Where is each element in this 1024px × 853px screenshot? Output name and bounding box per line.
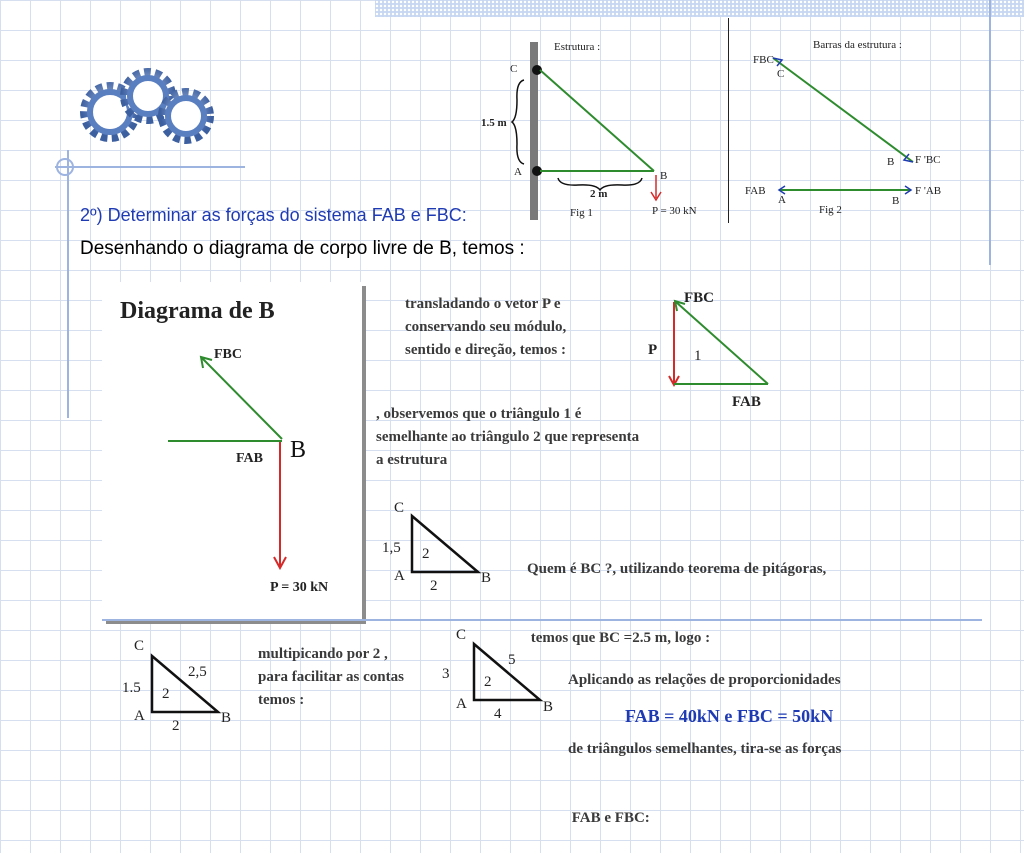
triangle4-b: B [543,699,554,715]
note-proportion-line: FAB e FBC: [568,810,650,826]
note-proportion-line: de triângulos semelhantes, tira-se as forças [568,741,842,757]
left-decorative-line [67,150,69,418]
fig1-label-a: A [514,166,522,178]
note-pythagoras-line: Quem é BC ?, utilizando teorema de pitágoras, [527,561,827,577]
fig1-label-c: C [510,63,518,75]
note-observe [376,403,639,472]
fig2-label-a: A [778,194,786,206]
note-multiply-line: para facilitar as contas [258,669,404,685]
fig-separator [728,18,729,223]
top-decorative-band [375,0,1024,17]
header-underline [55,166,245,168]
subtitle: Desenhando o diagrama de corpo livre de B, temos : [80,238,525,259]
fig1-height-label: 1.5 m [481,117,507,129]
fig1-title: Estrutura : [554,41,601,53]
scaled-triangle-4 [438,620,568,730]
fig2-fab-prime: F 'AB [915,185,942,197]
triangle4-base: 4 [494,706,502,722]
fig2-label-b1: B [887,156,895,168]
note-pythagoras-line: temos que BC =2.5 m, logo : [527,630,711,646]
bar-bc-force [773,58,913,162]
item-text: Determinar as forças do sistema FAB e FBC: [107,205,467,225]
fig1-load: P = 30 kN [652,205,697,217]
item-prefix: 2º) [80,205,108,225]
triangle4-side: 3 [442,666,450,682]
note-observe-line: , observemos que o triângulo 1 é [376,406,582,422]
item-heading [80,205,467,226]
diagram-b-point: B [290,437,307,463]
fig2-title: Barras da estrutura : [813,39,902,51]
fig1-caption: Fig 1 [570,207,593,219]
triangle1-fbc: FBC [684,290,714,306]
bar-bc [540,70,654,171]
note-observe-line: a estrutura [376,452,448,468]
triangle3-b: B [221,710,232,726]
note-translate-line: transladando o vetor P e [405,296,561,312]
triangle2-c: C [394,500,405,516]
triangle2-side: 1,5 [382,540,401,556]
note-proportion [568,623,841,853]
triangle4-hyp: 5 [508,652,516,668]
triangle1-p: P [648,342,658,358]
note-proportion-line: Aplicando as relações de proporcionidades [568,672,841,688]
triangle2-number: 2 [422,546,430,562]
triangle1-fbc-side [676,302,768,384]
triangle2-base: 2 [430,578,438,594]
fig2-fab: FAB [745,185,766,197]
note-multiply-line: multipicando por 2 , [258,646,388,662]
result-text: FAB = 40kN e FBC = 50kN [625,706,834,726]
note-translate-line: sentido e direção, temos : [405,342,566,358]
force-triangle-1 [640,284,780,412]
diagram-b-fbc: FBC [214,347,242,362]
triangle3-base: 2 [172,718,180,734]
fbc-vector [202,358,282,439]
triangle2-b: B [481,570,492,586]
diagram-b [102,282,364,622]
note-translate [405,293,566,362]
triangle3-a: A [134,708,145,724]
triangle4-a: A [456,696,467,712]
triangle3-side: 1.5 [122,680,141,696]
triangle3-number: 2 [162,686,170,702]
scaled-triangle-3 [118,630,248,738]
diagram-b-title: Diagrama de B [120,298,275,324]
diagram-b-fab: FAB [236,451,263,466]
triangle3-c: C [134,638,145,654]
note-multiply-line: temos : [258,692,305,708]
triangle4-number: 2 [484,674,492,690]
gears-logo [78,68,218,148]
fig2-label-c: C [777,68,785,80]
fig2-caption: Fig 2 [819,204,842,216]
triangle4-c: C [456,627,467,643]
note-translate-line: conservando seu módulo, [405,319,567,335]
note-multiply [258,643,404,712]
fig1-width-label: 2 m [590,188,608,200]
fig2-fbc: FBC [753,54,774,66]
height-brace [512,80,524,164]
triangle3-hyp: 2,5 [188,664,207,680]
fig2-bars [735,30,975,220]
fig2-fbc-prime: F 'BC [915,154,941,166]
diagram-b-load: P = 30 kN [270,580,329,595]
fig1-label-b: B [660,170,668,182]
gear-icon-right [164,94,208,138]
structure-triangle-2 [378,494,508,598]
triangle1-fab: FAB [732,394,761,410]
triangle1-number: 1 [694,348,702,364]
bullet-circle [56,158,74,176]
right-decorative-line [989,0,991,265]
triangle2-a: A [394,568,405,584]
note-observe-line: semelhante ao triângulo 2 que representa [376,429,640,445]
fig1-structure [470,30,720,230]
fig2-label-b2: B [892,195,900,207]
